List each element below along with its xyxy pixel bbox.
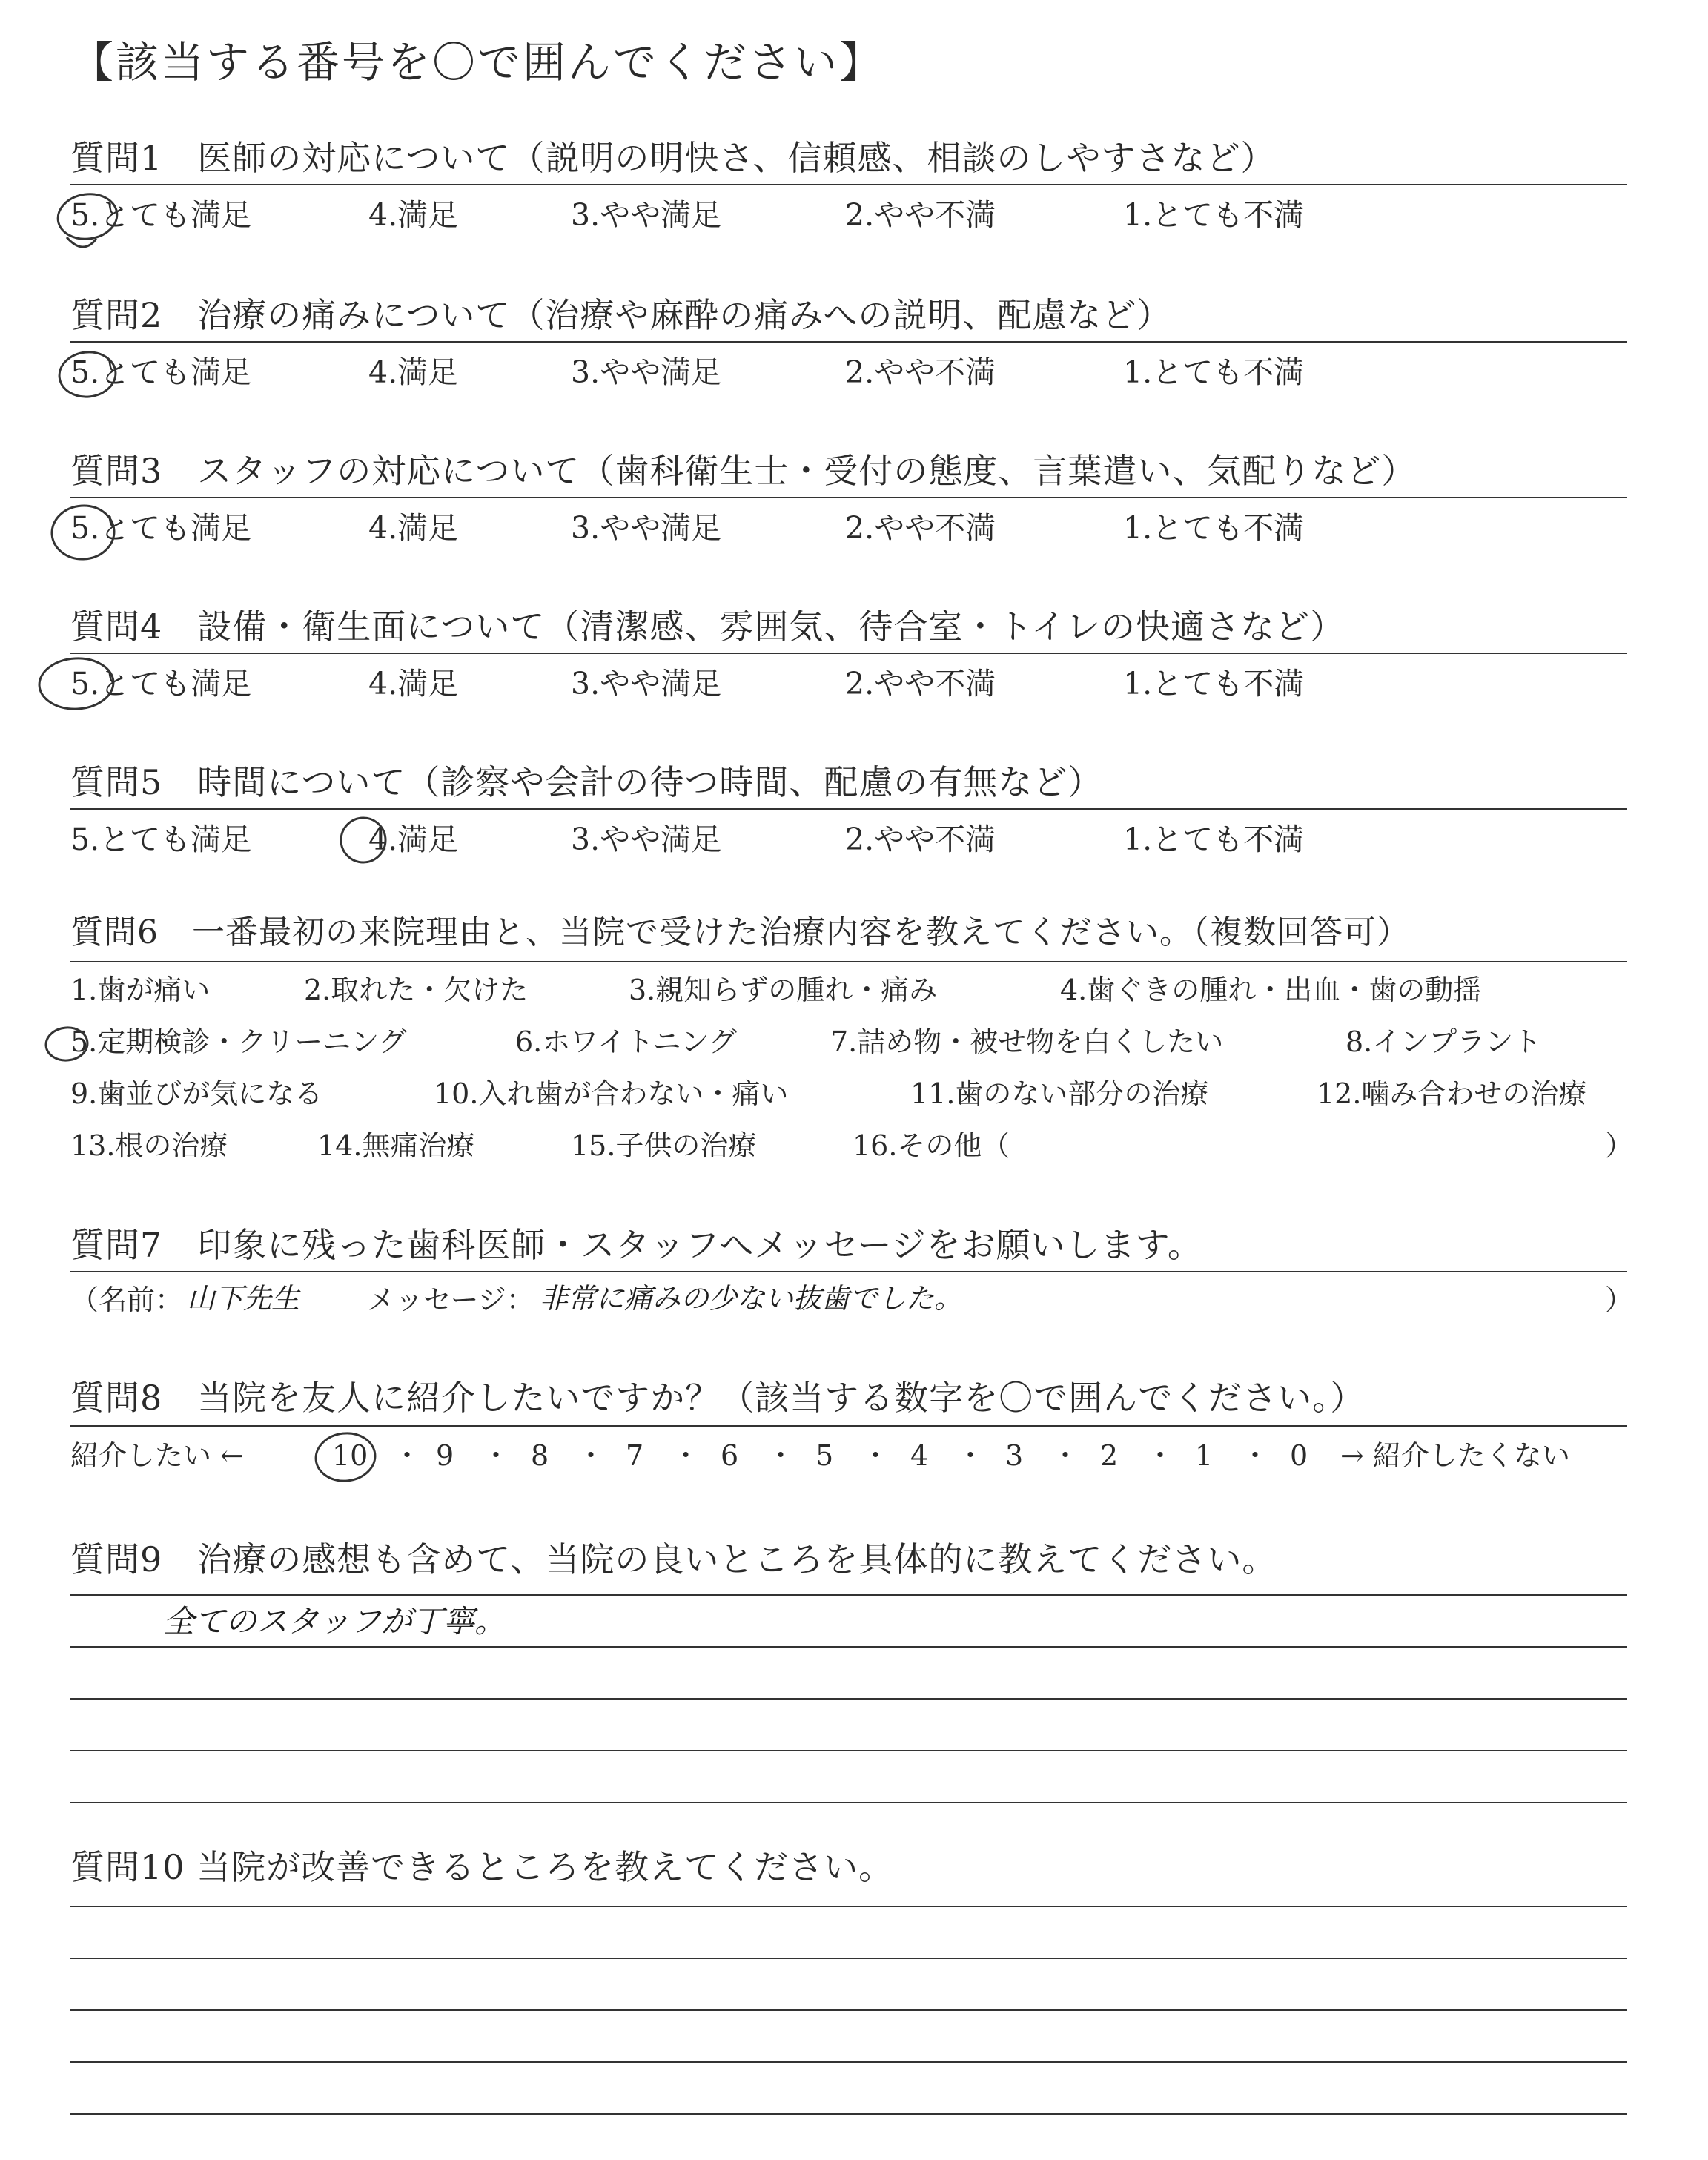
q2-option-3[interactable]: 3.やや満足 (571, 354, 722, 390)
q6-option-4[interactable]: 4.歯ぐきの腫れ・出血・歯の動揺 (1060, 974, 1482, 1006)
q7-message-value[interactable]: 非常に痛みの少ない抜歯でした。 (540, 1282, 963, 1315)
q8-scale-0[interactable]: 0 (1290, 1439, 1308, 1472)
q7-close-paren: ） (1605, 1284, 1634, 1316)
q6-option-13[interactable]: 13.根の治療 (70, 1129, 228, 1162)
q7-message-label: メッセージ： (367, 1284, 534, 1316)
q6-option-16[interactable]: 16.その他（ (853, 1129, 1010, 1162)
q4-option-4[interactable]: 4.満足 (368, 666, 459, 701)
q6-option-3[interactable]: 3.親知らずの腫れ・痛み (629, 974, 938, 1006)
question-3-rule (70, 497, 1627, 498)
q8-scale-9[interactable]: 9 (436, 1439, 454, 1472)
question-6-title: 質問6 一番最初の来院理由と、当院で受けた治療内容を教えてください。（複数回答可） (70, 914, 1410, 951)
question-9-title: 質問9 治療の感想も含めて、当院の良いところを具体的に教えてください。 (70, 1539, 1277, 1579)
q9-line-1 (70, 1594, 1627, 1596)
q5-option-4[interactable]: 4.満足 (368, 822, 459, 857)
q1-option-1[interactable]: 1.とても不満 (1123, 197, 1305, 233)
question-7-rule (70, 1271, 1627, 1272)
q4-option-5[interactable]: 5.とても満足 (70, 666, 252, 701)
q8-dot: ・ (482, 1439, 511, 1472)
q8-scale-6[interactable]: 6 (721, 1439, 739, 1472)
q6-option-9[interactable]: 9.歯並びが気になる (70, 1077, 323, 1110)
question-8-title: 質問8 当院を友人に紹介したいですか？（該当する数字を〇で囲んでください。） (70, 1378, 1366, 1418)
q6-option-11[interactable]: 11.歯のない部分の治療 (910, 1077, 1209, 1110)
q8-dot: ・ (861, 1439, 890, 1472)
question-6-rule (70, 961, 1627, 962)
q6-option-15[interactable]: 15.子供の治療 (571, 1129, 757, 1162)
q8-right-label: → 紹介したくない (1340, 1439, 1570, 1472)
q1-option-4[interactable]: 4.満足 (368, 197, 459, 233)
q3-option-5[interactable]: 5.とても満足 (70, 510, 252, 546)
question-1-rule (70, 184, 1627, 185)
q6-option-7[interactable]: 7.詰め物・被せ物を白くしたい (830, 1025, 1224, 1058)
question-4-title: 質問4 設備・衛生面について（清潔感、雰囲気、待合室・トイレの快適さなど） (70, 607, 1345, 647)
question-8-rule (70, 1425, 1627, 1427)
q8-dot: ・ (672, 1439, 701, 1472)
q8-scale-10[interactable]: 10 (332, 1439, 368, 1472)
question-4-rule (70, 653, 1627, 654)
q8-scale-2[interactable]: 2 (1100, 1439, 1119, 1472)
q10-line-1 (70, 1906, 1627, 1907)
q5-option-2[interactable]: 2.やや不満 (845, 822, 996, 857)
question-2-title: 質問2 治療の痛みについて（治療や麻酔の痛みへの説明、配慮など） (70, 295, 1172, 335)
q3-option-4[interactable]: 4.満足 (368, 510, 459, 546)
question-5-title: 質問5 時間について（診察や会計の待つ時間、配慮の有無など） (70, 762, 1103, 802)
q8-dot: ・ (1146, 1439, 1175, 1472)
q9-answer[interactable]: 全てのスタッフが丁寧。 (163, 1603, 506, 1639)
q10-line-3 (70, 2009, 1627, 2011)
q2-option-1[interactable]: 1.とても不満 (1123, 354, 1305, 390)
q8-scale-5[interactable]: 5 (815, 1439, 834, 1472)
q6-option-2[interactable]: 2.取れた・欠けた (304, 974, 529, 1006)
q8-dot: ・ (577, 1439, 606, 1472)
q5-option-1[interactable]: 1.とても不満 (1123, 822, 1305, 857)
q8-scale-7[interactable]: 7 (626, 1439, 644, 1472)
q8-dot: ・ (767, 1439, 795, 1472)
q8-scale-3[interactable]: 3 (1005, 1439, 1024, 1472)
q4-option-3[interactable]: 3.やや満足 (571, 666, 722, 701)
q3-option-1[interactable]: 1.とても不満 (1123, 510, 1305, 546)
q5-option-5[interactable]: 5.とても満足 (70, 822, 252, 857)
q3-option-3[interactable]: 3.やや満足 (571, 510, 722, 546)
q8-left-label: 紹介したい ← (70, 1439, 244, 1472)
q9-line-2 (70, 1646, 1627, 1648)
q9-line-3 (70, 1698, 1627, 1700)
q2-option-4[interactable]: 4.満足 (368, 354, 459, 390)
q8-dot: ・ (393, 1439, 422, 1472)
q9-line-5 (70, 1802, 1627, 1803)
q2-option-2[interactable]: 2.やや不満 (845, 354, 996, 390)
q1-option-3[interactable]: 3.やや満足 (571, 197, 722, 233)
question-1-title: 質問1 医師の対応について（説明の明快さ、信頼感、相談のしやすさなど） (70, 138, 1276, 178)
q8-dot: ・ (1241, 1439, 1270, 1472)
q6-option-1[interactable]: 1.歯が痛い (70, 974, 211, 1006)
question-3-title: 質問3 スタッフの対応について（歯科衛生士・受付の態度、言葉遣い、気配りなど） (70, 451, 1417, 491)
question-10-title: 質問10 当院が改善できるところを教えてください。 (70, 1847, 894, 1887)
q6-option-6[interactable]: 6.ホワイトニング (515, 1025, 737, 1058)
question-5-rule (70, 808, 1627, 810)
q8-dot: ・ (1051, 1439, 1080, 1472)
page-title: 【該当する番号を〇で囲んでください】 (70, 37, 885, 87)
q1-option-2[interactable]: 2.やや不満 (845, 197, 996, 233)
q9-line-4 (70, 1750, 1627, 1751)
q4-option-2[interactable]: 2.やや不満 (845, 666, 996, 701)
q8-scale-1[interactable]: 1 (1195, 1439, 1214, 1472)
q7-name-label: （名前： (70, 1284, 184, 1316)
q6-option-10[interactable]: 10.入れ歯が合わない・痛い (434, 1077, 789, 1110)
q6-option-8[interactable]: 8.インプラント (1345, 1025, 1542, 1058)
question-2-rule (70, 341, 1627, 343)
q2-option-5[interactable]: 5.とても満足 (70, 354, 252, 390)
q8-dot: ・ (956, 1439, 985, 1472)
q10-line-5 (70, 2113, 1627, 2115)
q3-option-2[interactable]: 2.やや不満 (845, 510, 996, 546)
q1-selection-tail (67, 237, 96, 247)
q5-option-3[interactable]: 3.やや満足 (571, 822, 722, 857)
q6-option-12[interactable]: 12.噛み合わせの治療 (1317, 1077, 1587, 1110)
q6-close-paren: ） (1605, 1129, 1634, 1162)
q4-option-1[interactable]: 1.とても不満 (1123, 666, 1305, 701)
q6-option-5[interactable]: 5.定期検診・クリーニング (70, 1025, 407, 1058)
question-7-title: 質問7 印象に残った歯科医師・スタッフへメッセージをお願いします。 (70, 1225, 1202, 1265)
q10-line-4 (70, 2061, 1627, 2063)
q10-line-2 (70, 1958, 1627, 1959)
q1-option-5[interactable]: 5.とても満足 (70, 197, 252, 233)
q8-scale-4[interactable]: 4 (910, 1439, 929, 1472)
q7-name-value[interactable]: 山下先生 (187, 1282, 300, 1315)
q6-option-14[interactable]: 14.無痛治療 (317, 1129, 475, 1162)
q8-scale-8[interactable]: 8 (531, 1439, 549, 1472)
